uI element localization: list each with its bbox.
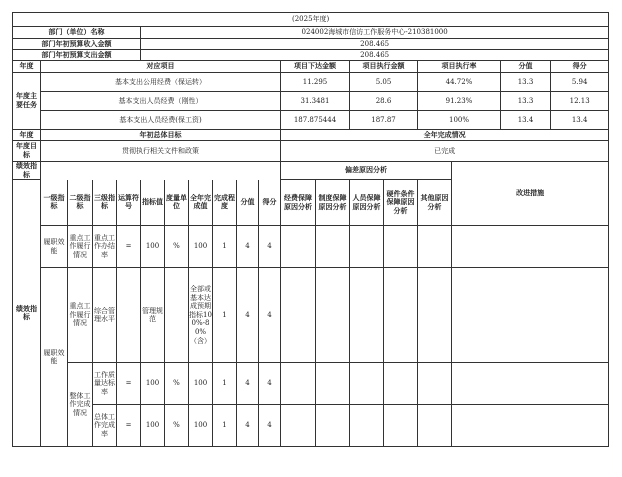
unit-cell: % bbox=[165, 363, 189, 405]
task-score: 13.3 bbox=[501, 73, 551, 92]
level1-header: 一级指标 bbox=[41, 180, 68, 226]
level2-cell: 重点工作履行情况 bbox=[68, 268, 93, 363]
task-got: 12.13 bbox=[551, 92, 609, 111]
level3-cell: 总体工作完成率 bbox=[93, 405, 117, 447]
target-cell: 100 bbox=[141, 405, 165, 447]
performance-table bbox=[12, 12, 609, 447]
completion-value: 已完成 bbox=[281, 141, 609, 162]
initial-goal-header: 年初总体目标 bbox=[41, 130, 281, 141]
expense-value: 208.465 bbox=[141, 50, 609, 61]
unit-cell: % bbox=[165, 226, 189, 268]
task-year-label: 年度 bbox=[13, 61, 41, 73]
target-cell: 管理规范 bbox=[141, 268, 165, 363]
unit-cell: % bbox=[165, 405, 189, 447]
task-rate: 44.72% bbox=[418, 73, 501, 92]
task-got: 13.4 bbox=[551, 111, 609, 130]
deviation-col: 硬件条件保障原因分析 bbox=[384, 180, 418, 226]
operator-cell: = bbox=[117, 405, 141, 447]
degree-cell: 1 bbox=[213, 226, 237, 268]
expense-label: 部门年初预算支出金额 bbox=[13, 50, 141, 61]
task-name: 基本支出人员经费（刚性） bbox=[41, 92, 281, 111]
degree-cell: 1 bbox=[213, 363, 237, 405]
level1-cell: 履职效能 bbox=[41, 268, 68, 447]
score-cell: 4 bbox=[237, 226, 259, 268]
level3-cell: 工作质量达标率 bbox=[93, 363, 117, 405]
task-score: 13.4 bbox=[501, 111, 551, 130]
deviation-col: 人员保障原因分析 bbox=[350, 180, 384, 226]
deviation-header: 偏差原因分析 bbox=[281, 162, 452, 180]
dept-value: 024002海城市信访工作服务中心-210381000 bbox=[141, 27, 609, 39]
project-header: 对应项目 bbox=[41, 61, 281, 73]
level3-header: 三级指标 bbox=[93, 180, 117, 226]
unit-header: 度量单位 bbox=[165, 180, 189, 226]
perf-indicator-label: 绩效指标 bbox=[13, 180, 41, 447]
task-executed: 5.05 bbox=[350, 73, 418, 92]
got-cell: 4 bbox=[259, 268, 281, 363]
degree-cell: 1 bbox=[213, 268, 237, 363]
goal-year-label: 年度 bbox=[13, 130, 41, 141]
task-issued: 187.875444 bbox=[281, 111, 350, 130]
task-name: 基本支出人员经费(保工资) bbox=[41, 111, 281, 130]
operator-cell: = bbox=[117, 363, 141, 405]
improvement-header: 改进措施 bbox=[452, 162, 609, 226]
degree-header: 完成程度 bbox=[213, 180, 237, 226]
task-issued: 11.295 bbox=[281, 73, 350, 92]
actual-cell: 100 bbox=[189, 226, 213, 268]
actual-cell: 全部或基本达成预期指标100%-80%（含） bbox=[189, 268, 213, 363]
got-cell: 4 bbox=[259, 405, 281, 447]
executed-header: 项目执行金额 bbox=[350, 61, 418, 73]
target-cell: 100 bbox=[141, 226, 165, 268]
got-header: 得分 bbox=[551, 61, 609, 73]
actual-cell: 100 bbox=[189, 405, 213, 447]
level2-header: 二级指标 bbox=[68, 180, 93, 226]
operator-cell: = bbox=[117, 226, 141, 268]
got-cell: 4 bbox=[259, 363, 281, 405]
task-got: 5.94 bbox=[551, 73, 609, 92]
score-cell: 4 bbox=[237, 268, 259, 363]
annual-goal-label: 年度目标 bbox=[13, 141, 41, 162]
task-rate: 100% bbox=[418, 111, 501, 130]
operator-header: 运算符号 bbox=[117, 180, 141, 226]
income-value: 208.465 bbox=[141, 39, 609, 50]
actual-cell: 100 bbox=[189, 363, 213, 405]
deviation-col: 经费保障原因分析 bbox=[281, 180, 316, 226]
level3-cell: 综合管理水平 bbox=[93, 268, 117, 363]
annual-goal-value: 贯彻执行相关文件和政策 bbox=[41, 141, 281, 162]
task-executed: 187.87 bbox=[350, 111, 418, 130]
actual-header: 全年完成值 bbox=[189, 180, 213, 226]
deviation-col: 制度保障原因分析 bbox=[316, 180, 350, 226]
deviation-col: 其他原因分析 bbox=[418, 180, 452, 226]
target-cell: 100 bbox=[141, 363, 165, 405]
degree-cell: 1 bbox=[213, 405, 237, 447]
income-label: 部门年初预算收入金额 bbox=[13, 39, 141, 50]
main-task-label: 年度主要任务 bbox=[13, 73, 41, 130]
score-cell: 4 bbox=[237, 363, 259, 405]
task-issued: 31.3481 bbox=[281, 92, 350, 111]
dept-label: 部门（单位）名称 bbox=[13, 27, 141, 39]
report-title: (2025年度) bbox=[13, 13, 609, 27]
task-name: 基本支出公用经费（保运转） bbox=[41, 73, 281, 92]
got-header: 得分 bbox=[259, 180, 281, 226]
issued-header: 项目下达金额 bbox=[281, 61, 350, 73]
got-cell: 4 bbox=[259, 226, 281, 268]
score-cell: 4 bbox=[237, 405, 259, 447]
level3-cell: 重点工作办结率 bbox=[93, 226, 117, 268]
score-header: 分值 bbox=[237, 180, 259, 226]
task-rate: 91.23% bbox=[418, 92, 501, 111]
perf-side-label: 绩效指标 bbox=[13, 162, 41, 180]
task-executed: 28.6 bbox=[350, 92, 418, 111]
level2-cell: 重点工作履行情况 bbox=[68, 226, 93, 268]
level1-cell: 履职效能 bbox=[41, 226, 68, 268]
target-header: 指标值 bbox=[141, 180, 165, 226]
completion-header: 全年完成情况 bbox=[281, 130, 609, 141]
score-header: 分值 bbox=[501, 61, 551, 73]
rate-header: 项目执行率 bbox=[418, 61, 501, 73]
level2-cell: 整体工作完成情况 bbox=[68, 363, 93, 447]
task-score: 13.3 bbox=[501, 92, 551, 111]
